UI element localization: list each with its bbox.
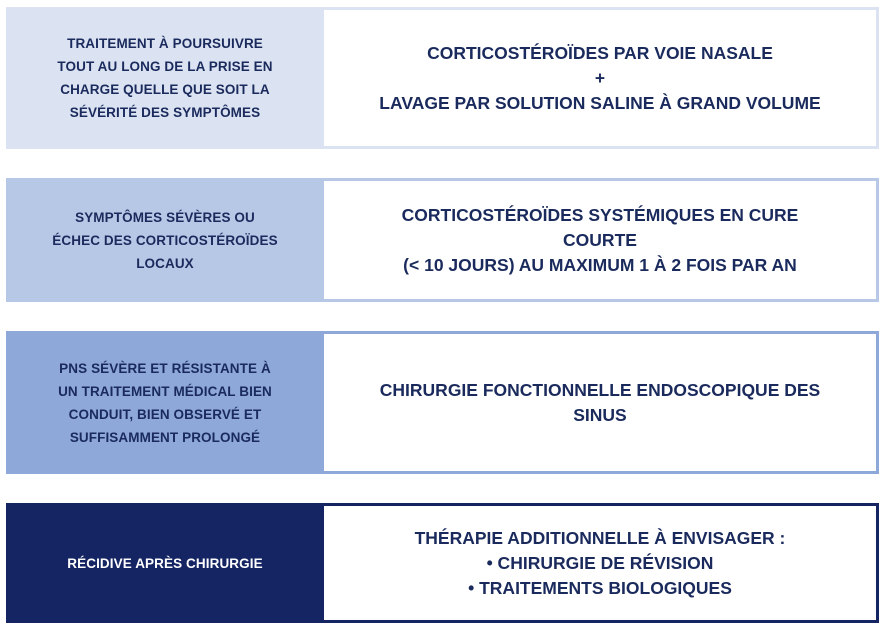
condition-box-2 <box>6 178 324 302</box>
condition-line: CONDUIT, BIEN OBSERVÉ ET <box>68 406 262 422</box>
treatment-line: • TRAITEMENTS BIOLOGIQUES <box>468 577 732 598</box>
condition-line: CHARGE QUELLE QUE SOIT LA <box>60 82 270 97</box>
step-row-1 <box>6 7 879 149</box>
treatment-line: CORTICOSTÉROÏDES PAR VOIE NASALE <box>427 42 773 63</box>
treatment-line: CORTICOSTÉROÏDES SYSTÉMIQUES EN CURE <box>401 204 799 225</box>
condition-line: SUFFISAMMENT PROLONGÉ <box>69 429 261 445</box>
treatment-box-1 <box>324 7 879 149</box>
step-row-2 <box>6 178 879 302</box>
treatment-line: CHIRURGIE FONCTIONNELLE ENDOSCOPIQUE DES <box>379 379 821 400</box>
treatment-line: COURTE <box>563 229 637 250</box>
treatment-line: THÉRAPIE ADDITIONNELLE À ENVISAGER : <box>414 527 786 548</box>
condition-line: UN TRAITEMENT MÉDICAL BIEN <box>58 383 272 399</box>
condition-line: SÉVÉRITÉ DES SYMPTÔMES <box>69 105 261 120</box>
treatment-box-3 <box>324 331 879 474</box>
treatment-line: + <box>594 67 606 88</box>
treatment-box-2 <box>324 178 879 302</box>
condition-line: LOCAUX <box>136 255 194 271</box>
condition-line: PNS SÉVÈRE ET RÉSISTANTE À <box>59 360 271 376</box>
step-row-4 <box>6 503 879 623</box>
condition-box-1 <box>6 7 324 149</box>
treatment-line: LAVAGE PAR SOLUTION SALINE À GRAND VOLUME <box>379 92 821 113</box>
condition-line: SYMPTÔMES SÉVÈRES OU <box>75 209 255 225</box>
condition-line: ÉCHEC DES CORTICOSTÉROÏDES <box>52 232 278 248</box>
treatment-line: SINUS <box>573 404 627 425</box>
condition-box-3 <box>6 331 324 474</box>
condition-line: TRAITEMENT À POURSUIVRE <box>67 36 263 51</box>
treatment-box-4 <box>324 503 879 623</box>
treatment-line: (< 10 JOURS) AU MAXIMUM 1 À 2 FOIS PAR AN <box>403 254 797 275</box>
condition-line: TOUT AU LONG DE LA PRISE EN <box>57 59 273 74</box>
step-row-3 <box>6 331 879 474</box>
treatment-line: • CHIRURGIE DE RÉVISION <box>486 552 714 573</box>
condition-box-4 <box>6 503 324 623</box>
condition-line: RÉCIDIVE APRÈS CHIRURGIE <box>67 555 263 571</box>
